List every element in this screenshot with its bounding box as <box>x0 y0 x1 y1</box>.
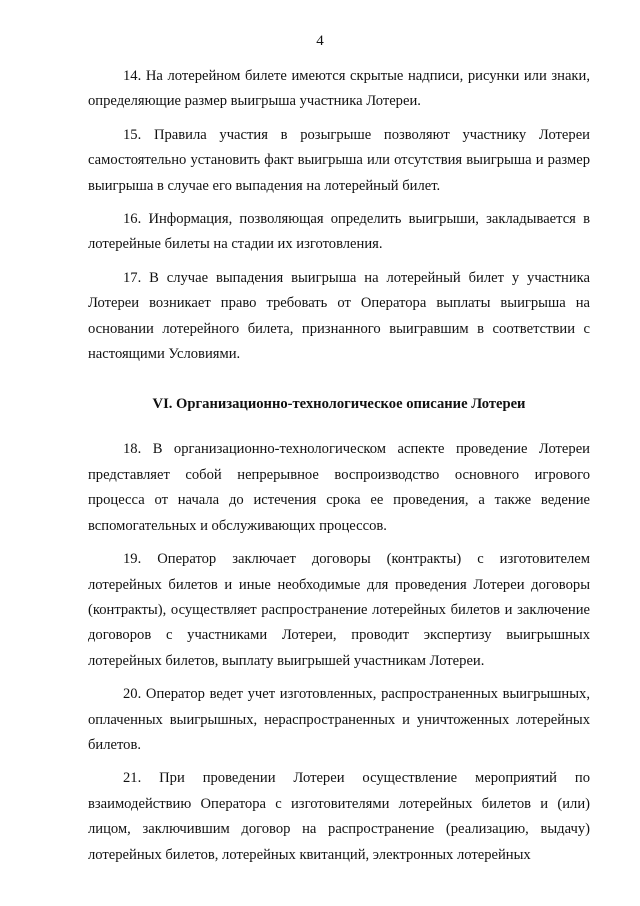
paragraph-18: 18. В организационно-технологическом аспекте проведение Лотереи представляет собой непрерывное воспроизводство основного игрового процесса от начала до истечения срока ее проведения, а также ведение вспомогательных и обслуживающих процессов. <box>88 441 590 534</box>
paragraph-21: 21. При проведении Лотереи осуществление мероприятий по взаимодействию Оператора с изготовителями лотерейных билетов и (или) лицом, заключившим договор на распространение (реализацию, выдачу) лотерейных билетов, лотерейных квитанций, электронных лотерейных <box>88 770 590 863</box>
paragraph-20: 20. Оператор ведет учет изготовленных, распространенных выигрышных, оплаченных выигрышных, нераспространенных и уничтоженных лотерейных билетов. <box>88 686 590 753</box>
paragraph-17: 17. В случае выпадения выигрыша на лотерейный билет у участника Лотереи возникает право требовать от Оператора выплаты выигрыша на основании лотерейного билета, признанного выигравшим в соответствии с настоящими Условиями. <box>88 269 590 363</box>
paragraph-16: 16. Информация, позволяющая определить выигрыши, закладывается в лотерейные билеты на стадии их изготовления. <box>88 211 590 253</box>
document-body <box>88 64 590 868</box>
paragraph-14: 14. На лотерейном билете имеются скрытые надписи, рисунки или знаки, определяющие размер выигрыша участника Лотереи. <box>88 68 590 110</box>
paragraph-15: 15. Правила участия в розыгрыше позволяют участнику Лотереи самостоятельно установить факт выигрыша или отсутствия выигрыша и размер выигрыша в случае его выпадения на лотерейный билет. <box>88 126 590 194</box>
paragraph-19: 19. Оператор заключает договоры (контракты) с изготовителем лотерейных билетов и иные необходимые для проведения Лотереи договоры (контракты), осуществляет распространение лотерейных билетов и заключение договоров с участниками Лотереи, проводит экспертизу выигрышных лотерейных билетов, выплату выигрышей участникам Лотереи. <box>88 551 590 669</box>
section-heading: VI. Организационно-технологическое описание Лотереи <box>152 396 526 413</box>
page-number: 4 <box>316 33 324 49</box>
